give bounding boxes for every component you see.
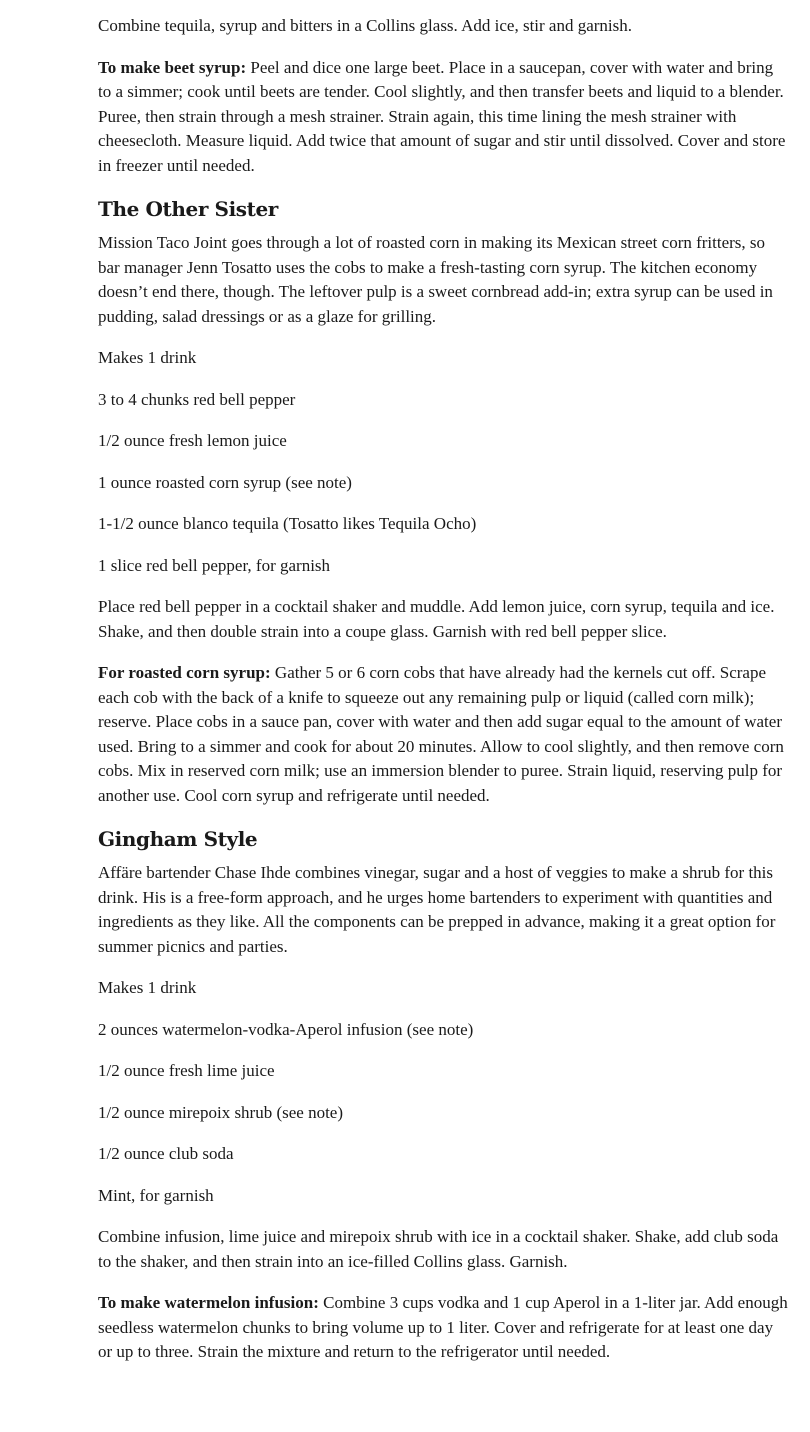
- ingredient-item: 1/2 ounce fresh lemon juice: [98, 431, 287, 450]
- ingredient-item: 2 ounces watermelon-vodka-Aperol infusion (see note): [98, 1019, 474, 1039]
- ingredient-item: 3 to 4 chunks red bell pepper: [98, 389, 296, 409]
- ingredient-item: 1/2 ounce fresh lime juice: [98, 1061, 275, 1080]
- recipe-instructions: Place red bell pepper in a cocktail shaker and muddle. Add lemon juice, corn syrup, tequila and ice. Shake, and then double strain into a coupe glass. Garnish with red bell pepper slice.: [98, 597, 775, 641]
- recipe-description: Affäre bartender Chase Ihde combines vinegar, sugar and a host of veggies to make a shrub for this drink. His is a free-form approach, and he urges home bartenders to experiment with quantities and ingredients as they like. All the components can be prepped in advance, making it a great option for summer picnics and parties.: [98, 863, 776, 956]
- recipe-note: [98, 661, 790, 808]
- recipe-note-label: For roasted corn syrup:: [98, 663, 271, 682]
- recipe-yield: Makes 1 drink: [98, 348, 197, 367]
- ingredient-item: 1/2 ounce mirepoix shrub (see note): [98, 1102, 344, 1122]
- ingredient-item: 1-1/2 ounce blanco tequila (Tosatto likes Tequila Ocho): [98, 514, 477, 533]
- recipe-note-text: Combine 3 cups vodka and 1 cup Aperol in a 1-liter jar. Add enough seedless watermelon chunks to bring volume up to 1 liter. Cover and refrigerate for at least one day or up to three. Strain the mixture and return to the refrigerator until needed.: [98, 1293, 788, 1361]
- recipe-yield: Makes 1 drink: [98, 978, 197, 997]
- recipe-title-gingham-style: Gingham Style: [98, 827, 258, 851]
- recipe-instructions: Combine infusion, lime juice and mirepoix shrub with ice in a cocktail shaker. Shake, add club soda to the shaker, and then strain into an ice-filled Collins glass. Garnish.: [98, 1227, 779, 1271]
- ingredient-item: 1 ounce roasted corn syrup (see note): [98, 472, 352, 492]
- beet-syrup-note: [98, 56, 790, 179]
- ingredient-item: 1 slice red bell pepper, for garnish: [98, 555, 331, 575]
- recipe-title-other-sister: The Other Sister: [98, 197, 278, 221]
- intro-instructions: Combine tequila, syrup and bitters in a Collins glass. Add ice, stir and garnish.: [98, 16, 633, 35]
- article-body: [98, 0, 790, 1365]
- recipe-note-label: To make watermelon infusion:: [98, 1293, 319, 1312]
- recipe-note: [98, 1291, 790, 1365]
- recipe-description: Mission Taco Joint goes through a lot of roasted corn in making its Mexican street corn fritters, so bar manager Jenn Tosatto uses the cobs to make a fresh-tasting corn syrup. The kitchen economy doesn’t end there, though. The leftover pulp is a sweet cornbread add-in; extra syrup can be used in pudding, salad dressings or as a glaze for grilling.: [98, 233, 773, 326]
- beet-syrup-note-text: Peel and dice one large beet. Place in a saucepan, cover with water and bring to a simmer; cook until beets are tender. Cool slightly, and then transfer beets and liquid to a blender. Puree, then strain through a mesh strainer. Strain again, this time lining the mesh strainer with cheesecloth. Measure liquid. Add twice that amount of sugar and stir until dissolved. Cover and store in freezer until needed.: [98, 57, 786, 175]
- recipe-note-text: Gather 5 or 6 corn cobs that have already had the kernels cut off. Scrape each cob with the back of a knife to squeeze out any remaining pulp or liquid (called corn milk); reserve. Place cobs in a sauce pan, cover with water and then add sugar equal to the amount of water used. Bring to a simmer and cook for about 20 minutes. Allow to cool slightly, and then remove corn cobs. Mix in reserved corn milk; use an immersion blender to puree. Strain liquid, reserving pulp for another use. Cool corn syrup and refrigerate until needed.: [98, 663, 784, 805]
- ingredient-item: 1/2 ounce club soda: [98, 1144, 234, 1163]
- beet-syrup-note-label: To make beet syrup:: [98, 57, 247, 77]
- ingredient-item: Mint, for garnish: [98, 1185, 214, 1205]
